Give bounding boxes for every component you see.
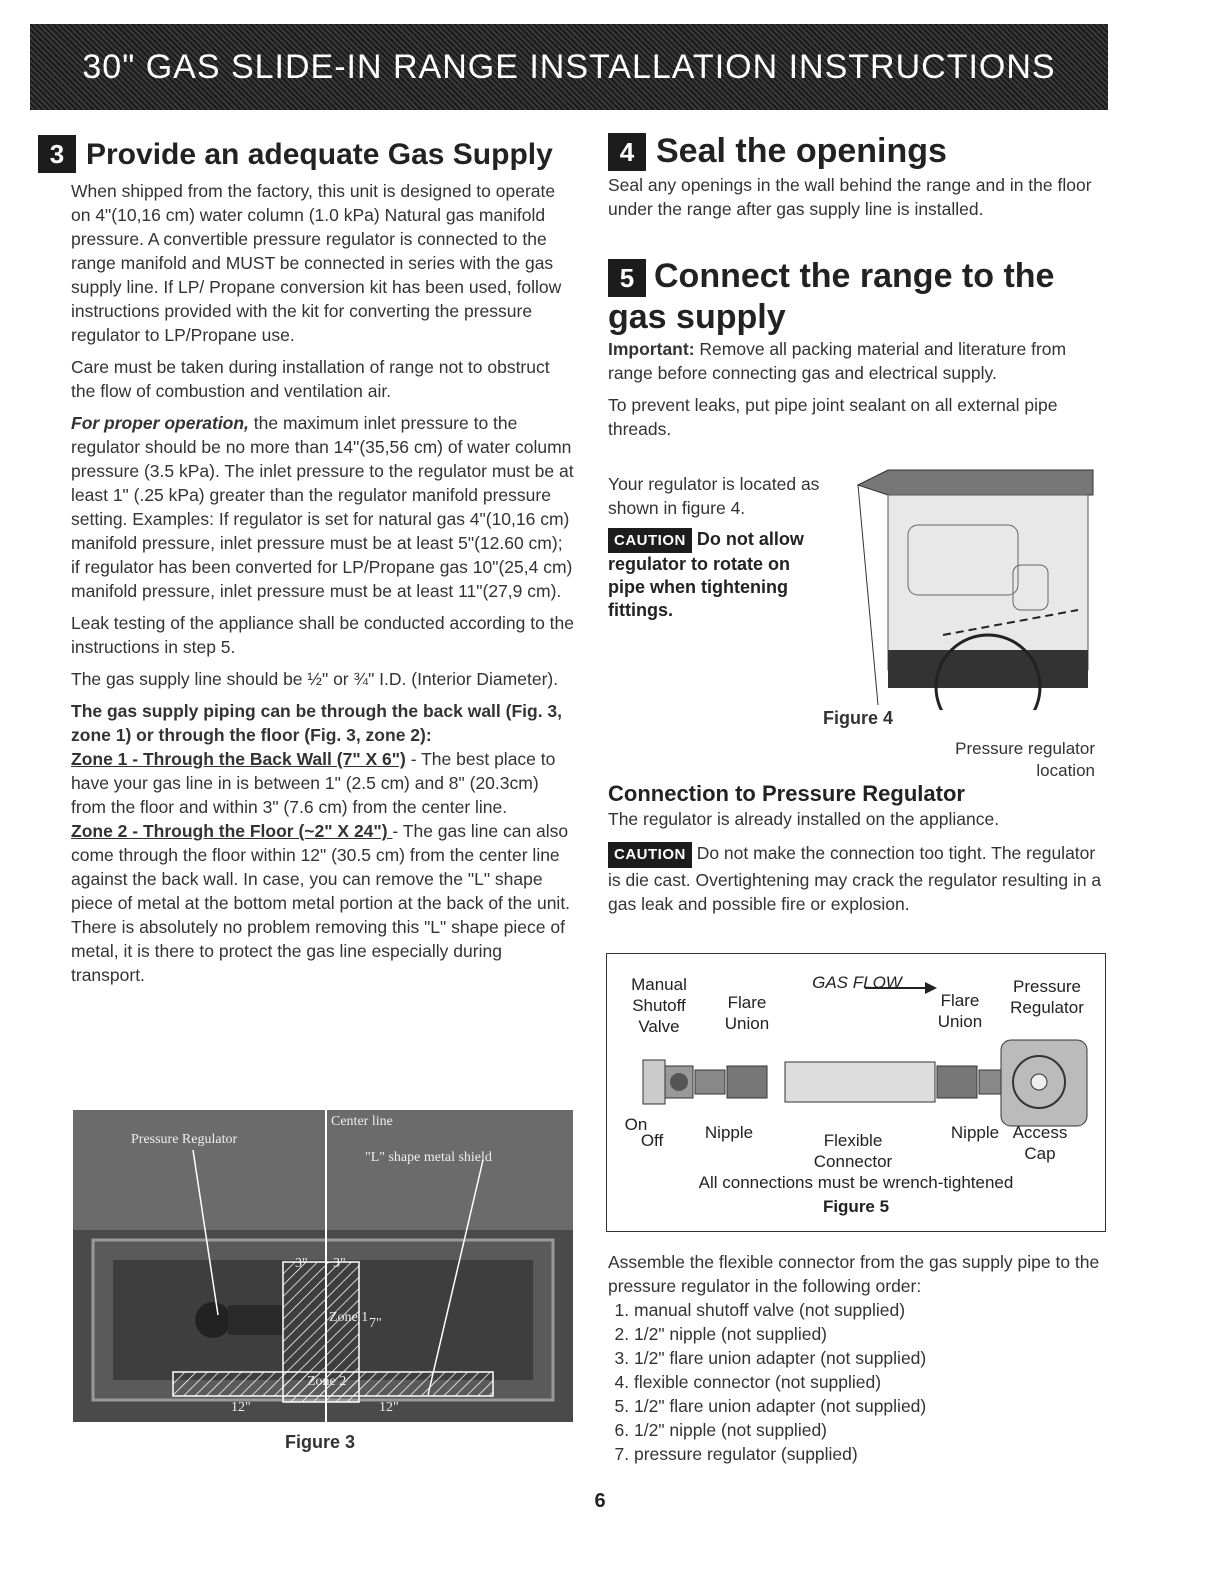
step-3-heading <box>38 135 574 173</box>
label-pressure-regulator: Pressure Regulator <box>1010 977 1084 1017</box>
paragraph <box>608 337 1108 385</box>
zone-1-text: - The best place to have your gas line in is between 1" (2.5 cm) and 8" (20.3cm) from the floor and within 3" (7.6 cm) from the center line. <box>71 749 556 817</box>
regulator-location-note <box>608 472 828 622</box>
emphasis-lead: For proper operation, <box>71 413 249 433</box>
dimension-label: 12" <box>231 1400 251 1415</box>
paragraph: The regulator is already installed on the appliance. <box>608 809 1000 829</box>
step-5-section <box>608 256 1108 449</box>
step-3-section <box>38 135 574 995</box>
zone-2-label: Zone 2 <box>307 1374 347 1389</box>
paragraph: When shipped from the factory, this unit is designed to operate on 4"(10,16 cm) water column (1.0 kPa) Natural gas manifold pressure. A convertible pressure regulator is connected to the range manifold and MUST be connected in series with the gas supply line. If LP/ Propane conversion kit has been used, follow instructions provided with the kit for converting the pressure regulator to LP/Propane use. <box>71 181 562 345</box>
figure-4-caption: Figure 4 <box>822 708 893 728</box>
zone-2-paragraph <box>71 819 574 987</box>
caution-1 <box>608 528 828 622</box>
caution-2 <box>608 841 1108 916</box>
label-l-shape-shield: "L" shape metal shield <box>365 1150 492 1165</box>
important-lead: Important: <box>608 339 695 360</box>
label-off: Off <box>640 1131 664 1150</box>
assembly-section <box>608 1250 1108 1466</box>
dimension-label: 12" <box>379 1400 399 1415</box>
figure-4-label: Pressure regulator location <box>955 739 1095 780</box>
zone-1-paragraph <box>71 747 574 819</box>
dimension-label: 3" <box>295 1256 308 1271</box>
caution-text: Do not allow regulator to rotate on pipe when tightening fittings. <box>608 529 804 620</box>
zone-1-title: Zone 1 - Through the Back Wall (7" X 6") <box>71 749 406 769</box>
paragraph: Your regulator is located as shown in figure 4. <box>608 474 820 518</box>
figure-5 <box>606 953 1106 1232</box>
paragraph: To prevent leaks, put pipe joint sealant on all external pipe threads. <box>608 395 1058 440</box>
paragraph: Care must be taken during installation of range not to obstruct the flow of combustion and ventilation air. <box>71 357 550 401</box>
caution-text: Do not make the connection too tight. The regulator is die cast. Overtightening may crack the regulator resulting in a gas leak and possible fire or explosion. <box>608 843 1102 914</box>
list-item: 4. flexible connector (not supplied) <box>634 1370 1108 1394</box>
bold-paragraph: The gas supply piping can be through the back wall (Fig. 3, zone 1) or through the floor (Fig. 3, zone 2): <box>71 701 563 745</box>
label-center-line: Center line <box>331 1114 393 1129</box>
page-number: 6 <box>594 1490 606 1512</box>
assembly-intro: Assemble the flexible connector from the gas supply pipe to the pressure regulator in the following order: <box>608 1252 1100 1296</box>
step-title: Seal the openings <box>656 132 947 171</box>
paragraph: Leak testing of the appliance shall be conducted according to the instructions in step 5. <box>71 613 574 657</box>
list-item: 2. 1/2" nipple (not supplied) <box>634 1322 1108 1346</box>
list-item: 3. 1/2" flare union adapter (not supplied) <box>634 1346 1108 1370</box>
zone-1-label: Zone 1 <box>329 1310 369 1325</box>
step-number-badge: 4 <box>608 133 646 171</box>
paragraph: The gas supply line should be ½" or ¾" I.D. (Interior Diameter). <box>71 669 559 689</box>
important-text: Remove all packing material and literature from range before connecting gas and electrical supply. <box>608 339 1067 384</box>
figure-3-photo <box>73 1110 573 1422</box>
label-pressure-regulator: Pressure Regulator <box>131 1132 238 1147</box>
label-flexible-connector: Flexible Connector <box>813 1131 893 1171</box>
label-on: On <box>624 1115 648 1134</box>
list-item: 5. 1/2" flare union adapter (not supplied) <box>634 1394 1108 1418</box>
step-5-heading <box>608 256 1108 337</box>
page-title: 30" GAS SLIDE-IN RANGE INSTALLATION INSTRUCTIONS <box>82 47 1056 86</box>
label-manual-shutoff-valve: Manual Shutoff Valve <box>631 975 687 1036</box>
step-number-badge: 3 <box>38 135 76 173</box>
zone-2-text: - The gas line can also come through the floor within 12" (30.5 cm) from the center line against the back wall. In case, you can remove the "L" shape piece of metal at the bottom metal portion at the back of the unit. There is absolutely no problem removing this "L" shape piece of metal, it is there to protect the gas line especially during transport. <box>71 821 571 985</box>
figure-5-note: All connections must be wrench-tightened <box>698 1173 1014 1192</box>
label-gas-flow: GAS FLOW <box>812 973 902 992</box>
step-title: Connect the range to the gas supply <box>608 257 1055 337</box>
connection-section <box>608 781 1108 924</box>
label-nipple: Nipple <box>950 1123 1000 1142</box>
connection-heading: Connection to Pressure Regulator <box>608 781 965 806</box>
zone-2-title: Zone 2 - Through the Floor (~2" X 24") <box>71 821 393 841</box>
label-flare-union: Flare Union <box>937 991 983 1031</box>
paragraph <box>71 411 574 603</box>
figure-3-caption: Figure 3 <box>284 1432 355 1452</box>
list-item: 1. manual shutoff valve (not supplied) <box>634 1298 1108 1322</box>
label-nipple: Nipple <box>704 1123 754 1142</box>
list-item: 7. pressure regulator (supplied) <box>634 1442 1108 1466</box>
list-item: 6. 1/2" nipple (not supplied) <box>634 1418 1108 1442</box>
step-4-section <box>608 133 1108 229</box>
dimension-label: 7" <box>369 1316 382 1331</box>
assembly-list <box>608 1298 1108 1466</box>
figure-5-caption: Figure 5 <box>822 1197 890 1216</box>
step-title: Provide an adequate Gas Supply <box>86 137 553 171</box>
step-number-badge: 5 <box>608 259 646 297</box>
label-access-cap: Access Cap <box>1012 1123 1068 1163</box>
paragraph: Seal any openings in the wall behind the range and in the floor under the range after gas supply line is installed. <box>608 175 1092 219</box>
paragraph-text: the maximum inlet pressure to the regulator should be no more than 14"(35,56 cm) of water column pressure (3.5 kPa). The inlet pressure to the regulator must be at least 1" (.25 kPa) greater than the regulator manifold pressure setting. Examples: If regulator is set for natural gas 4"(10,16 cm) manifold pressure, inlet pressure must be at least 5"(12.60 cm); if regulator has been converted for LP/Propane gas 10"(25,4 cm) manifold pressure, inlet pressure must be at least 11"(27,9 cm). <box>71 413 574 601</box>
figure-4-illustration <box>848 465 1100 710</box>
page-header-banner <box>30 24 1108 110</box>
caution-badge: CAUTION <box>608 842 692 868</box>
caution-badge: CAUTION <box>608 528 692 553</box>
dimension-label: 3" <box>333 1256 346 1271</box>
label-flare-union: Flare Union <box>724 993 770 1033</box>
step-4-heading <box>608 133 1108 171</box>
